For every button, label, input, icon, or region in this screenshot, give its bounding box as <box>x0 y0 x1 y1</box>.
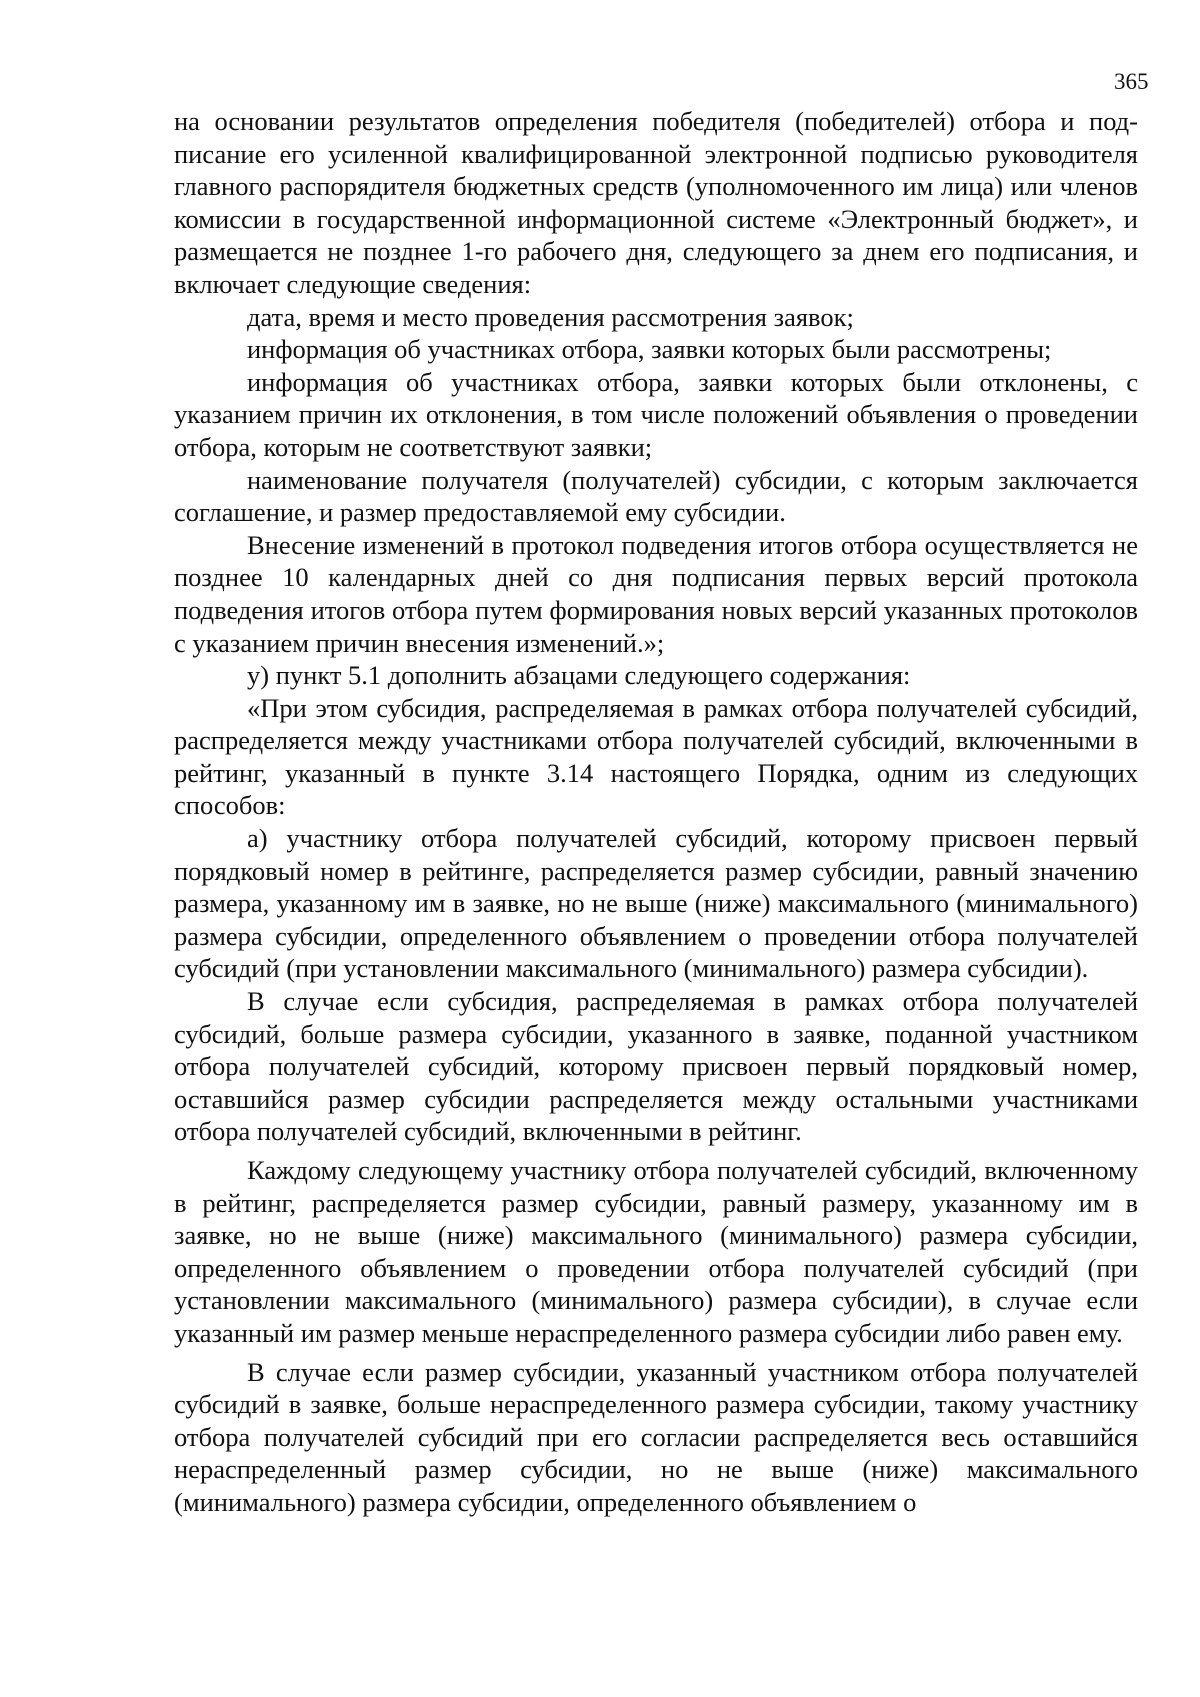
paragraph: В случае если субсидия, распределяемая в рамках отбора получателей субсидий, больше размера субсидии, указанного в заявке, поданной участником отбора получателей субсидий, которому присвоен первый порядковый номер, оставшийся размер субсидии распределяется между остальными участниками отбора получателей субсидий, включенными в рейтинг. <box>174 986 1138 1147</box>
paragraph: информация об участниках отбора, заявки которых были рассмотрены; <box>247 334 1052 365</box>
paragraph: на основании результатов определения победителя (победителей) отбора и подписание его усиленной квалифицированной электронной подписью руководителя главного распорядителя бюджетных средств (уполномоченного им лица) или членов комиссии в государственной информационной системе «Электронный бюджет», и размещается не позднее 1-го рабочего дня, следующего за днем его подписания, и включает следующие сведения: <box>174 106 1138 299</box>
paragraph: Каждому следующему участнику отбора получателей субсидий, включенному в рейтинг, распределяется размер субсидии, равный размеру, указанному им в заявке, но не выше (ниже) максимального (минимального) размера субсидии, определенного объявлением о проведении отбора получателей субсидий (при установлении максимального (минимального) размера субсидии), в случае если указанный им размер меньше нераспределенного размера субсидии либо равен ему. <box>174 1155 1138 1348</box>
paragraph: дата, время и место проведения рассмотрения заявок; <box>247 301 854 332</box>
paragraph: а) участнику отбора получателей субсидий, которому присвоен первый порядковый номер в рейтинге, распределяется размер субсидии, равный значению размера, указанному им в заявке, но не выше (ниже) максимального (минимального) размера субсидии, определенного объявлением о проведении отбора получателей субсидий (при установлении максимального (минимального) размера субсидии). <box>174 823 1138 984</box>
paragraph: информация об участниках отбора, заявки которых были отклонены, с указанием причин их отклонения, в том числе положений объявления о проведении отбора, которым не соответствуют заявки; <box>174 366 1138 462</box>
paragraph: «При этом субсидия, распределяемая в рамках отбора получателей субсидий, распределяется между участниками отбора получателей субсидий, включенными в рейтинг, указанный в пункте 3.14 настоящего Порядка, одним из следующих способов: <box>174 692 1138 821</box>
paragraph: у) пункт 5.1 дополнить абзацами следующего содержания: <box>247 660 911 691</box>
page-number: 365 <box>1114 69 1149 94</box>
paragraph: В случае если размер субсидии, указанный участником отбора получателей субсидий в заявке, больше нераспределенного размера субсидии, такому участнику отбора получателей субсидий при его согласии распределяется весь оставшийся нераспределенный размер субсидии, но не выше (ниже) максимального (минимального) размера субсидии, определенного объявлением о <box>174 1356 1138 1517</box>
paragraph: Внесение изменений в протокол подведения итогов отбора осуществляется не позднее 10 календарных дней со дня подписания первых версий протокола подведения итогов отбора путем формирования новых версий указанных протоколов с указанием причин внесения изменений.»; <box>174 529 1138 658</box>
document-body <box>174 105 1138 1519</box>
paragraph: наименование получателя (получателей) субсидии, с которым заключается соглашение, и размер предоставляемой ему субсидии. <box>174 464 1138 528</box>
